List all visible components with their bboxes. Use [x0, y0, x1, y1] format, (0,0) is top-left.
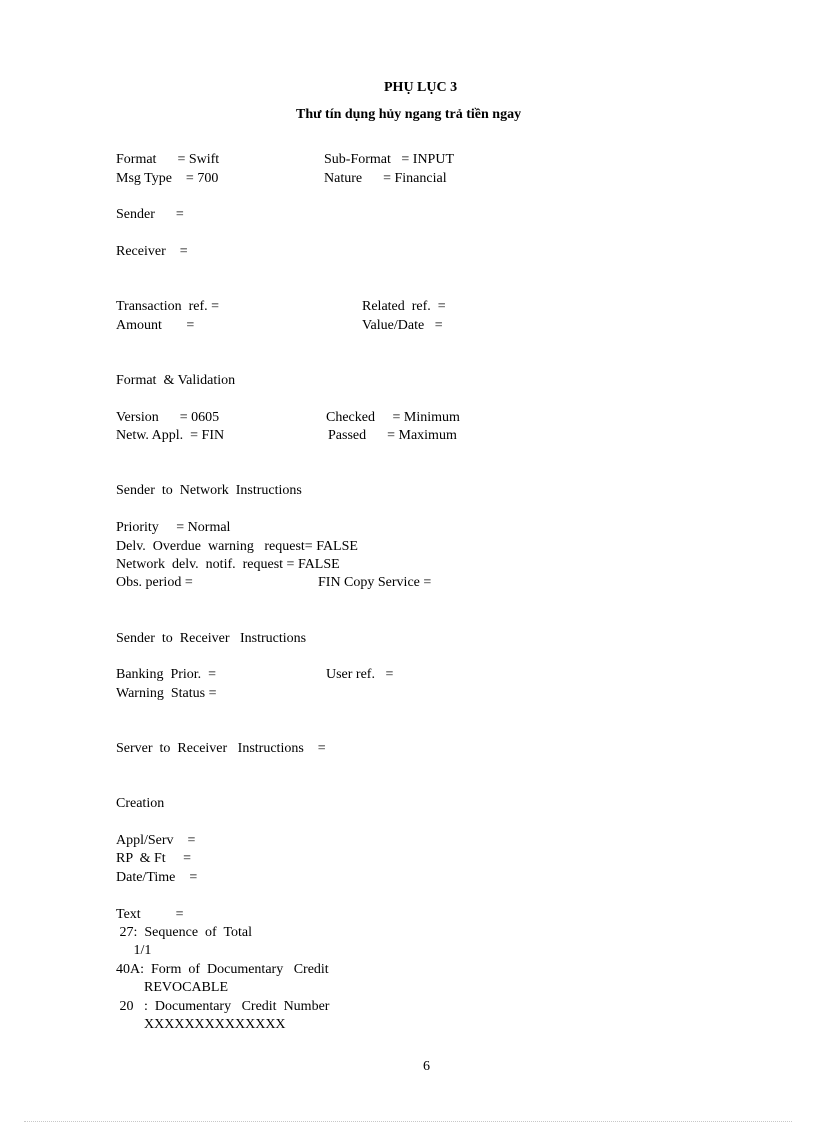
transaction-ref-field: Transaction ref. =	[116, 299, 220, 314]
field-27-value: 1/1	[116, 943, 152, 958]
banking-prior-field: Banking Prior. =	[116, 667, 217, 682]
fin-copy-service-field: FIN Copy Service =	[318, 575, 432, 590]
date-time-field: Date/Time =	[116, 870, 198, 885]
version-field: Version = 0605	[116, 410, 220, 425]
netw-appl-field: Netw. Appl. = FIN	[116, 428, 225, 443]
related-ref-field: Related ref. =	[362, 299, 446, 314]
sub-format-field: Sub-Format = INPUT	[324, 152, 455, 167]
warning-status-field: Warning Status =	[116, 686, 217, 701]
server-receiver-heading: Server to Receiver Instructions =	[116, 741, 326, 756]
page-number: 6	[423, 1059, 430, 1074]
sender-receiver-heading: Sender to Receiver Instructions	[116, 631, 307, 646]
checked-field: Checked = Minimum	[326, 410, 460, 425]
text-field: Text =	[116, 907, 184, 922]
user-ref-field: User ref. =	[326, 667, 394, 682]
appendix-title: PHỤ LỤC 3	[384, 80, 458, 95]
field-27-label: 27: Sequence of Total	[116, 925, 253, 940]
priority-field: Priority = Normal	[116, 520, 231, 535]
network-delv-field: Network delv. notif. request = FALSE	[116, 557, 340, 572]
msg-type-field: Msg Type = 700	[116, 171, 219, 186]
nature-field: Nature = Financial	[324, 171, 447, 186]
value-date-field: Value/Date =	[362, 318, 443, 333]
creation-heading: Creation	[116, 796, 165, 811]
obs-period-field: Obs. period =	[116, 575, 193, 590]
appl-serv-field: Appl/Serv =	[116, 833, 196, 848]
amount-field: Amount =	[116, 318, 195, 333]
format-field: Format = Swift	[116, 152, 220, 167]
field-20-value: XXXXXXXXXXXXXX	[116, 1017, 286, 1032]
overdue-warning-field: Delv. Overdue warning request= FALSE	[116, 539, 358, 554]
field-20-label: 20 : Documentary Credit Number	[116, 999, 330, 1014]
field-40a-label: 40A: Form of Documentary Credit	[116, 962, 329, 977]
sender-network-heading: Sender to Network Instructions	[116, 483, 302, 498]
rp-ft-field: RP & Ft =	[116, 851, 192, 866]
format-validation-heading: Format & Validation	[116, 373, 236, 388]
page-bottom-divider	[24, 1121, 792, 1122]
field-40a-value: REVOCABLE	[116, 980, 228, 995]
receiver-field: Receiver =	[116, 244, 188, 259]
document-subtitle: Thư tín dụng hủy ngang trả tiền ngay	[296, 107, 522, 122]
sender-field: Sender =	[116, 207, 184, 222]
passed-field: Passed = Maximum	[328, 428, 457, 443]
